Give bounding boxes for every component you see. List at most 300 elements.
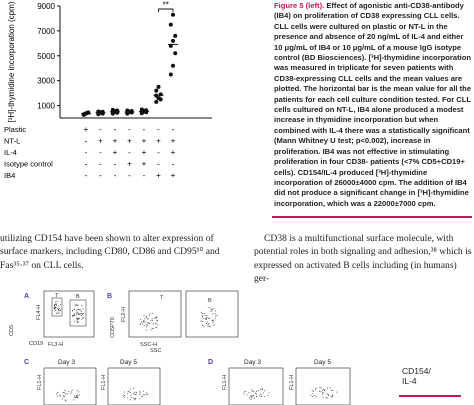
cytometry-event [246,394,247,395]
cytometry-event [79,318,80,319]
panel-d-label: D [208,359,214,366]
cytometry-event [252,397,253,398]
cytometry-event [72,316,73,317]
condition-symbol: + [127,159,132,169]
cytometry-event [136,394,137,395]
panel-c-day3: Day 3 [58,359,75,366]
panel-d-ylabel-2: FL1-H [289,374,295,390]
cytometry-event [328,395,329,396]
cytometry-event [75,305,76,306]
cytometry-event [58,309,59,310]
cytometry-event [321,391,322,392]
cytometry-event [207,326,208,327]
condition-symbol: - [157,159,160,169]
y-axis-label: [³H]-thymidine incorporation (cpm) [7,1,16,123]
cytometry-event [143,321,144,322]
cytometry-event [63,395,64,396]
cytometry-event [83,318,84,319]
cytometry-event [55,301,56,302]
cytometry-event [145,322,146,323]
cytometry-event [251,389,252,390]
cytometry-event [202,325,203,326]
condition-symbol: - [113,171,117,180]
cytometry-event [131,397,132,398]
cytometry-event [157,324,158,325]
cytometry-event [71,392,72,393]
cytometry-event [244,392,245,393]
cytometry-event [267,395,268,396]
cytometry-event [148,318,149,319]
cytometry-event [83,313,84,314]
cytometry-event [68,391,69,392]
condition-symbol: + [141,159,147,169]
cytometry-event [248,392,249,393]
cytometry-event [128,391,129,392]
panel-a-gate-t-label: T [55,293,59,299]
panel-a-ylabel: CD5 [9,324,15,336]
cytometry-event [310,395,311,396]
cytometry-event [77,318,78,319]
condition-symbol: - [84,148,88,157]
cytometry-event [78,318,79,319]
cytometry-event [80,309,81,310]
cytometry-event [332,395,333,396]
condition-symbol: + [170,136,176,146]
cytometry-event [76,397,77,398]
cytometry-event [124,397,125,398]
panel-c-label: C [24,359,30,366]
panel-a-xlabel2: FL3-H [48,342,64,348]
panel-d-frame-2 [296,368,350,405]
cytometry-event [58,306,59,307]
cytometry-event [74,309,75,310]
panel-b-label: B [107,293,113,300]
cytometry-event [152,313,153,314]
cytometry-event [268,392,269,393]
cytometry-event [217,315,218,316]
panel-a-frame [44,291,94,337]
cytometry-event [55,310,56,311]
cytometry-event [146,326,147,327]
cytometry-event [133,393,134,394]
cytometry-event [324,390,325,391]
condition-symbol: - [171,125,175,134]
panel-d-frame-1 [229,368,283,405]
cytometry-event [143,320,144,321]
cytometry-event [312,390,313,391]
cytometry-event [322,390,323,391]
panel-c-ylabel-2: FL1-H [101,374,107,390]
cytometry-event [243,393,244,394]
cytometry-event [123,396,124,397]
panel-d-ylabel-1: FL1-H [222,374,228,390]
cytometry-event [144,318,145,319]
cytometry-event [332,390,333,391]
condition-label: IB4 [4,171,16,180]
cytometry-event [312,393,313,394]
cytometry-event [214,324,215,325]
cytometry-event [256,393,257,394]
condition-symbol: + [170,171,176,180]
condition-symbol: - [99,148,102,157]
cytometry-event [136,392,137,393]
cytometry-event [146,317,147,318]
cytometry-event [82,314,83,315]
cytometry-event [202,316,203,317]
condition-symbol: + [141,136,147,146]
significance-marker: ** [162,0,169,10]
cytometry-event [130,389,131,390]
cytometry-event [153,328,154,329]
y-tick-label: 7000 [37,26,55,36]
cytometry-event [81,313,82,314]
cytometry-event [82,317,83,318]
cytometry-event [74,315,75,316]
cytometry-event [144,320,145,321]
cytometry-event [64,396,65,397]
cytometry-event [336,392,337,393]
body-paragraph-right: CD38 is a multifunctional surface molecule, with potential roles in both signaling and adhesion,³⁸ which is expressed on activated B cells including (in humans) ger- [254,233,472,285]
cytometry-event [62,399,63,400]
cytometry-event [65,390,66,391]
cytometry-event [258,390,259,391]
cytometry-event [77,304,78,305]
cytometry-event [213,313,214,314]
cytometry-event [206,319,207,320]
cytometry-event [264,396,265,397]
cytometry-event [76,313,77,314]
cytometry-event [156,320,157,321]
cytometry-event [204,313,205,314]
cytometry-event [73,399,74,400]
cytometry-event [124,391,125,392]
cytometry-event [208,324,209,325]
cytometry-event [213,322,214,323]
cytometry-event [135,394,136,395]
cytometry-event [156,317,157,318]
condition-symbol: + [170,148,176,157]
cytometry-event [74,313,75,314]
condition-symbol: + [156,171,161,180]
condition-symbol: - [84,171,88,180]
cytometry-event [256,396,257,397]
cytometry-event [211,320,212,321]
cytometry-event [127,393,128,394]
cytometry-event [76,314,77,315]
cytometry-event [251,397,252,398]
bottom-divider [399,395,461,397]
cytometry-event [67,394,68,395]
cytometry-event [140,323,141,324]
panel-c-ylabel-1: FL1-H [37,374,43,390]
panel-b-frame-1 [129,291,181,337]
cytometry-event [155,327,156,328]
cytometry-event [205,319,206,320]
cytometry-event [210,311,211,312]
cytometry-event [209,318,210,319]
cytometry-event [312,396,313,397]
cytometry-event [78,391,79,392]
cytometry-event [56,313,57,314]
cytometry-event [142,323,143,324]
cytometry-event [77,397,78,398]
cytometry-event [142,396,143,397]
cytometry-event [201,312,202,313]
cytometry-event [320,387,321,388]
panel-b-gate-b-label: B [208,298,212,304]
cytometry-event [264,390,265,391]
cytometry-event [82,308,83,309]
cytometry-event [59,308,60,309]
cytometry-event [152,318,153,319]
cytometry-event [77,390,78,391]
cytometry-event [332,396,333,397]
cytometry-event [78,322,79,323]
condition-label: Isotype control [4,159,53,169]
cytometry-event [203,326,204,327]
cytometry-event [322,392,323,393]
cytometry-event [63,392,64,393]
cytometry-event [323,397,324,398]
cytometry-event [78,313,79,314]
caption-text: Effect of agonistic anti-CD38-antibody (IB4) on proliferation of CD38 expressing CLL cells. CLL cells were cultured on plastic or NT-L in the presence and absence of 20 ng/mL of IL-4 and either 10 μg/mL of IB4 or 10 μg/mL of a mouse IgG isotype control (BD Biosciences). [³H]-thymidine incorporation was measured in triplicate for seven patients with CD38-expressing CLL cells and the mean values are plotted. The horizontal bar is the mean value for all the patients for each cell culture condition tested. For CLL cells cultured on NT-L, IB4 alone produced a modest increase in thymidine incorporation but when combined with IL-4 there was a statistically significant (Mann Whitney U test; p<0.002), increase in proliferation. IB4 was not effective in stimulating proliferation in four CD38- patients (<7% CD5+CD19+ cells). CD154/IL-4 produced [³H]-thymidine incorporation of 26000±4000 cpm. The addition of IB4 did not produce a significant change in [³H]-thymidine incorporation, which was a 22000±7000 cpm. [274,1,472,208]
cytometry-event [152,328,153,329]
condition-symbol: + [83,125,89,134]
cytometry-event [152,320,153,321]
panel-b-gate-t-label: T [160,295,164,301]
cytometry-event [55,307,56,308]
cytometry-event [210,309,211,310]
cytometry-event [59,312,60,313]
cytometry-event [261,396,262,397]
condition-symbol: - [128,125,131,134]
cytometry-event [56,305,57,306]
cytometry-event [204,318,205,319]
cytometry-event [130,392,131,393]
cytometry-event [76,318,77,319]
cytometry-event [133,398,134,399]
condition-symbol: + [98,136,103,146]
panel-b-ylabel2: FL2-H [121,306,127,322]
condition-label: Plastic [4,125,27,134]
y-tick-label: 3000 [37,76,55,86]
cytometry-event [60,304,61,305]
cytometry-event [154,318,155,319]
cytometry-event [64,392,65,393]
cytometry-event [251,396,252,397]
cytometry-event [211,310,212,311]
cytometry-event [128,391,129,392]
cytometry-event [202,321,203,322]
cytometry-event [60,310,61,311]
condition-symbol: - [128,171,131,180]
cytometry-event [81,319,82,320]
cytometry-event [59,395,60,396]
cytometry-event [148,323,149,324]
cytometry-event [133,388,134,389]
cytometry-event [151,320,152,321]
cytometry-event [77,305,78,306]
cytometry-event [146,324,147,325]
cytometry-event [144,394,145,395]
cytometry-event [155,317,156,318]
cytometry-event [252,391,253,392]
cytometry-event [72,310,73,311]
cytometry-event [245,391,246,392]
condition-symbol: - [99,159,102,169]
cytometry-event [213,308,214,309]
cytometry-event [327,387,328,388]
condition-symbol: + [156,136,161,146]
cytometry-event [144,325,145,326]
panel-b-xlabel2: SSC-H [140,342,158,348]
y-tick-label: 1000 [37,101,55,111]
cytometry-event [124,395,125,396]
cytometry-event [263,392,264,393]
cytometry-event [147,325,148,326]
body-paragraph-left: utilizing CD154 have been shown to alter expression of surface markers, including CD80, CD86 and CD95¹⁰ and Fas³⁵·³⁷ on CLL cells. [0,233,220,271]
cytometry-event [156,323,157,324]
cytometry-event [56,303,57,304]
cytometry-event [134,399,135,400]
cytometry-event [260,389,261,390]
cytometry-event [205,315,206,316]
cytometry-event [73,315,74,316]
cytometry-event [324,389,325,390]
cytometry-event [140,319,141,320]
cytometry-event [79,395,80,396]
cytometry-event [60,396,61,397]
cytometry-event [261,395,262,396]
cytometry-event [313,391,314,392]
cytometry-event [253,391,254,392]
panel-b-frame-2 [186,291,238,337]
cytometry-event [57,301,58,302]
cytometry-event [65,400,66,401]
panel-a-ylabel2: FL4-H [36,304,42,320]
cytometry-event [314,395,315,396]
cytometry-event [215,318,216,319]
panel-d-day3: Day 3 [244,359,261,366]
condition-label: IL-4 [4,148,17,157]
cytometry-event [206,315,207,316]
cytometry-event [319,391,320,392]
cytometry-event [54,309,55,310]
condition-symbol: + [141,148,147,157]
cytometry-event [215,311,216,312]
cytometry-event [207,321,208,322]
cytometry-event [331,397,332,398]
cytometry-event [331,390,332,391]
cytometry-event [56,393,57,394]
cytometry-event [327,393,328,394]
cytometry-event [323,389,324,390]
condition-symbol: - [113,159,117,169]
cytometry-event [322,394,323,395]
cytometry-event [259,395,260,396]
cytometry-event [57,396,58,397]
cytometry-event [315,389,316,390]
panel-b-xlabel: SSC [150,348,162,354]
cytometry-event [209,325,210,326]
cytometry-event [77,321,78,322]
cytometry-event [74,396,75,397]
cytometry-event [201,321,202,322]
panel-b-ylabel: CD5P70 [110,317,116,338]
cytometry-event [57,308,58,309]
cytometry-event [250,399,251,400]
panel-a-xlabel: CD19 [29,341,44,347]
condition-symbol: - [113,125,117,134]
cytometry-event [76,310,77,311]
cytometry-event [81,311,82,312]
cytometry-event [54,307,55,308]
cytometry-event [127,397,128,398]
cytometry-event [140,392,141,393]
cytometry-event [255,393,256,394]
condition-symbol: - [142,125,146,134]
cytometry-event [135,398,136,399]
cytometry-event [81,305,82,306]
cytometry-event [57,313,58,314]
cytometry-event [316,396,317,397]
cytometry-event [327,398,328,399]
y-tick-label: 5000 [37,51,55,61]
cytometry-event [74,321,75,322]
condition-label: NT-L [4,136,21,146]
cytometry-event [79,314,80,315]
cytometry-event [260,393,261,394]
cytometry-event [147,322,148,323]
y-tick-label: 9000 [37,2,55,11]
panel-c-frame-2 [108,368,160,405]
cytometry-event [249,398,250,399]
panel-c-day5: Day 5 [120,359,137,366]
cytometry-event [153,323,154,324]
cytometry-event [262,389,263,390]
cytometry-event [250,395,251,396]
cytometry-event [141,322,142,323]
condition-symbol: - [157,125,160,134]
cytometry-event [70,393,71,394]
condition-symbol: + [112,148,118,157]
cytometry-event [146,394,147,395]
cytometry-event [57,392,58,393]
panel-d-day5: Day 5 [314,359,331,366]
cytometry-event [147,394,148,395]
condition-symbol: - [84,159,88,169]
cytometry-event [209,307,210,308]
cytometry-event [140,391,141,392]
cytometry-event [214,320,215,321]
cytometry-event [77,319,78,320]
cytometry-event [206,318,207,319]
cytometry-event [140,398,141,399]
cytometry-event [330,388,331,389]
panel-c-frame-1 [44,368,96,405]
cytometry-event [202,313,203,314]
cytometry-event [80,313,81,314]
cytometry-event [253,395,254,396]
cytometry-event [326,397,327,398]
cd154-il4-label: CD154/ IL-4 [402,366,431,386]
cytometry-event [215,315,216,316]
condition-symbol: - [84,136,88,146]
cytometry-event [156,327,157,328]
cytometry-event [78,309,79,310]
condition-symbol: + [112,136,118,146]
cytometry-event [54,304,55,305]
